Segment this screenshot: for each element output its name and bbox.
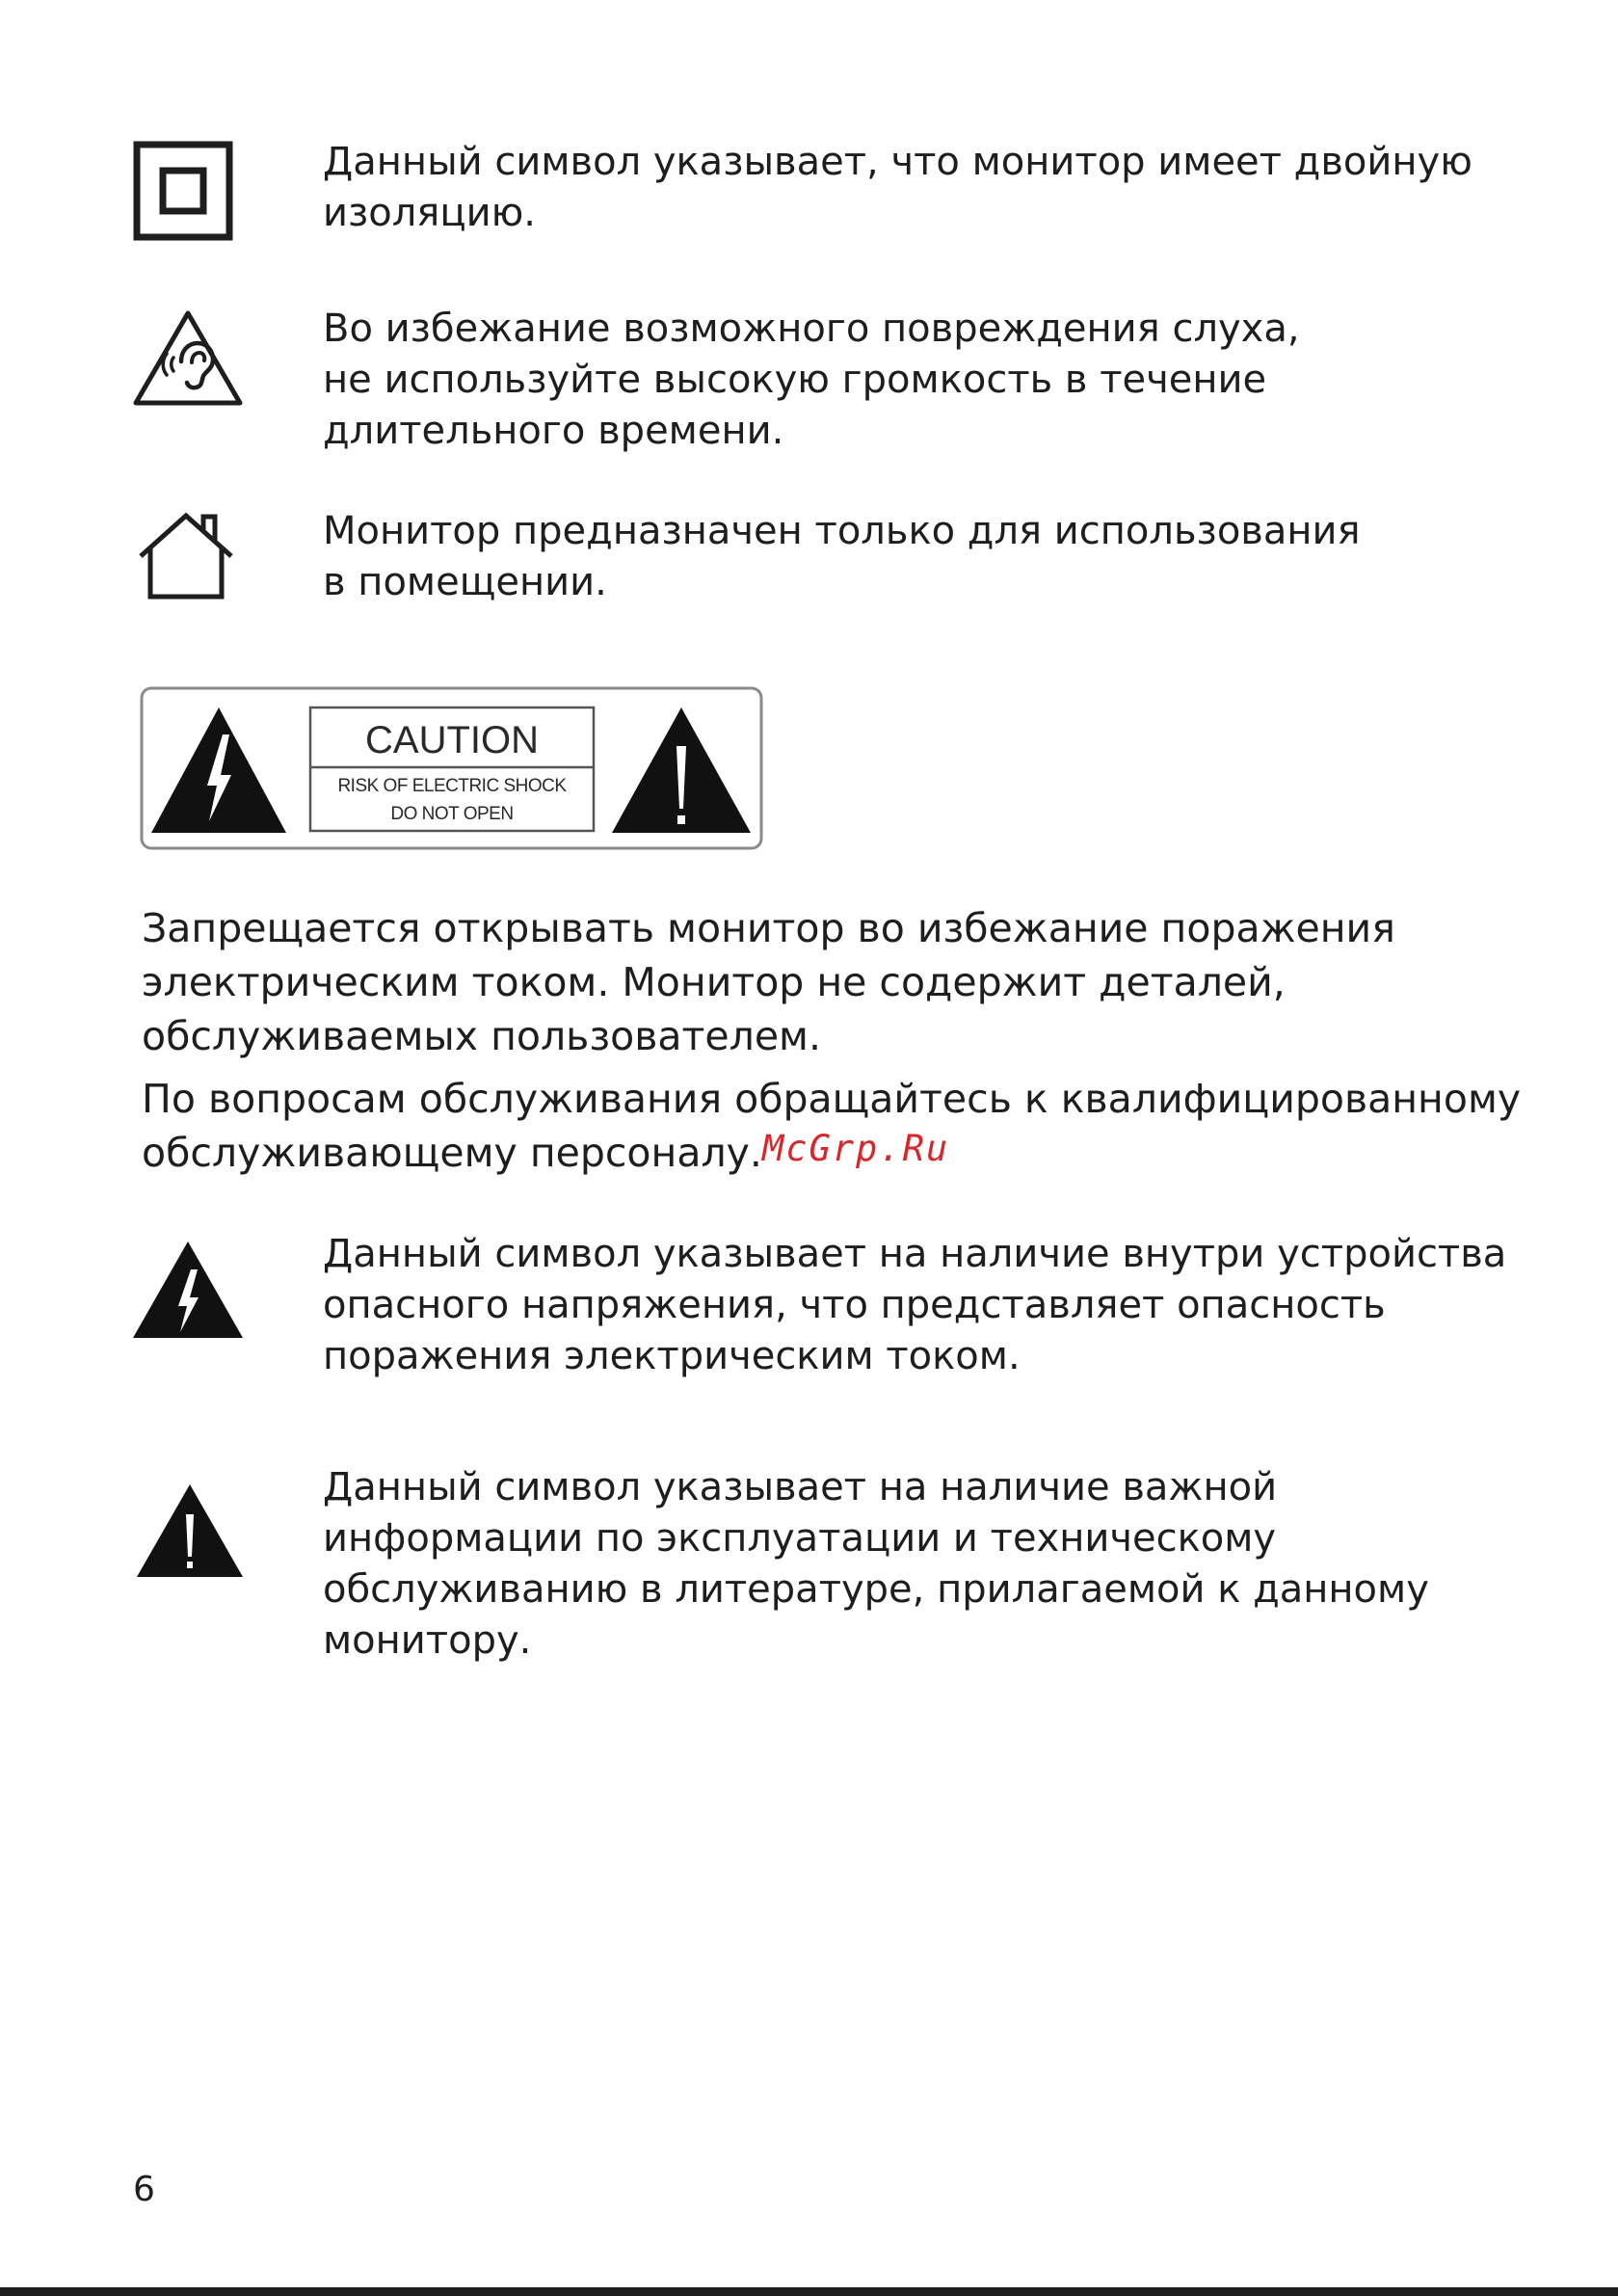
double-insulation-icon <box>133 141 233 241</box>
text-line: не используйте высокую громкость в течение <box>323 358 1267 402</box>
text-line: обслуживаемых пользователем. <box>142 1013 822 1059</box>
text-line: длительного времени. <box>323 409 784 453</box>
text-line: Данный символ указывает, что монитор имеет двойную <box>323 140 1472 184</box>
caution-title: CAUTION <box>365 719 539 761</box>
caution-line-do-not-open: DO NOT OPEN <box>390 804 514 824</box>
text-line: электрическим током. Монитор не содержит деталей, <box>142 959 1286 1005</box>
text-line: По вопросам обслуживания обращайтесь к квалифицированному <box>142 1076 1522 1122</box>
important-info-text <box>323 1462 1479 1667</box>
page-number: 6 <box>133 2170 155 2209</box>
high-voltage-text <box>323 1229 1507 1382</box>
text-line: обслуживанию в литературе, прилагаемой к данному <box>323 1567 1429 1612</box>
double-insulation-text <box>323 137 1479 239</box>
text-line: монитору. <box>323 1618 532 1663</box>
text-line: информации по эксплуатации и техническому <box>323 1516 1277 1561</box>
caution-label <box>140 686 763 850</box>
text-line: Монитор предназначен только для использования <box>323 509 1361 553</box>
exclamation-warning-icon <box>134 1482 246 1580</box>
bottom-rule <box>0 2287 1618 2296</box>
text-line: поражения электрическим током. <box>323 1334 1021 1378</box>
text-line: Данный символ указывает на наличие внутри устройства <box>323 1232 1507 1276</box>
service-paragraph <box>142 1072 1522 1182</box>
text-line: в помещении. <box>323 560 607 604</box>
high-voltage-lightning-icon <box>130 1239 246 1341</box>
hearing-warning-text <box>323 304 1479 457</box>
indoor-use-house-icon <box>138 511 234 601</box>
text-line: Запрещается открывать монитор во избежание поражения <box>142 905 1395 951</box>
text-line <box>142 1126 1491 1182</box>
text-line-content: обслуживающему персоналу. <box>142 1130 762 1176</box>
indoor-use-text <box>323 506 1479 608</box>
text-line: изоляцию. <box>323 191 536 235</box>
hearing-warning-icon <box>131 307 245 408</box>
caution-line-risk: RISK OF ELECTRIC SHOCK <box>337 776 567 796</box>
warning-paragraph <box>142 901 1491 1063</box>
text-line: Данный символ указывает на наличие важной <box>323 1465 1278 1509</box>
text-line: Во избежание возможного повреждения слуха, <box>323 307 1300 351</box>
text-line: опасного напряжения, что представляет опасность <box>323 1283 1386 1327</box>
watermark: McGrp.Ru <box>761 1128 950 1169</box>
